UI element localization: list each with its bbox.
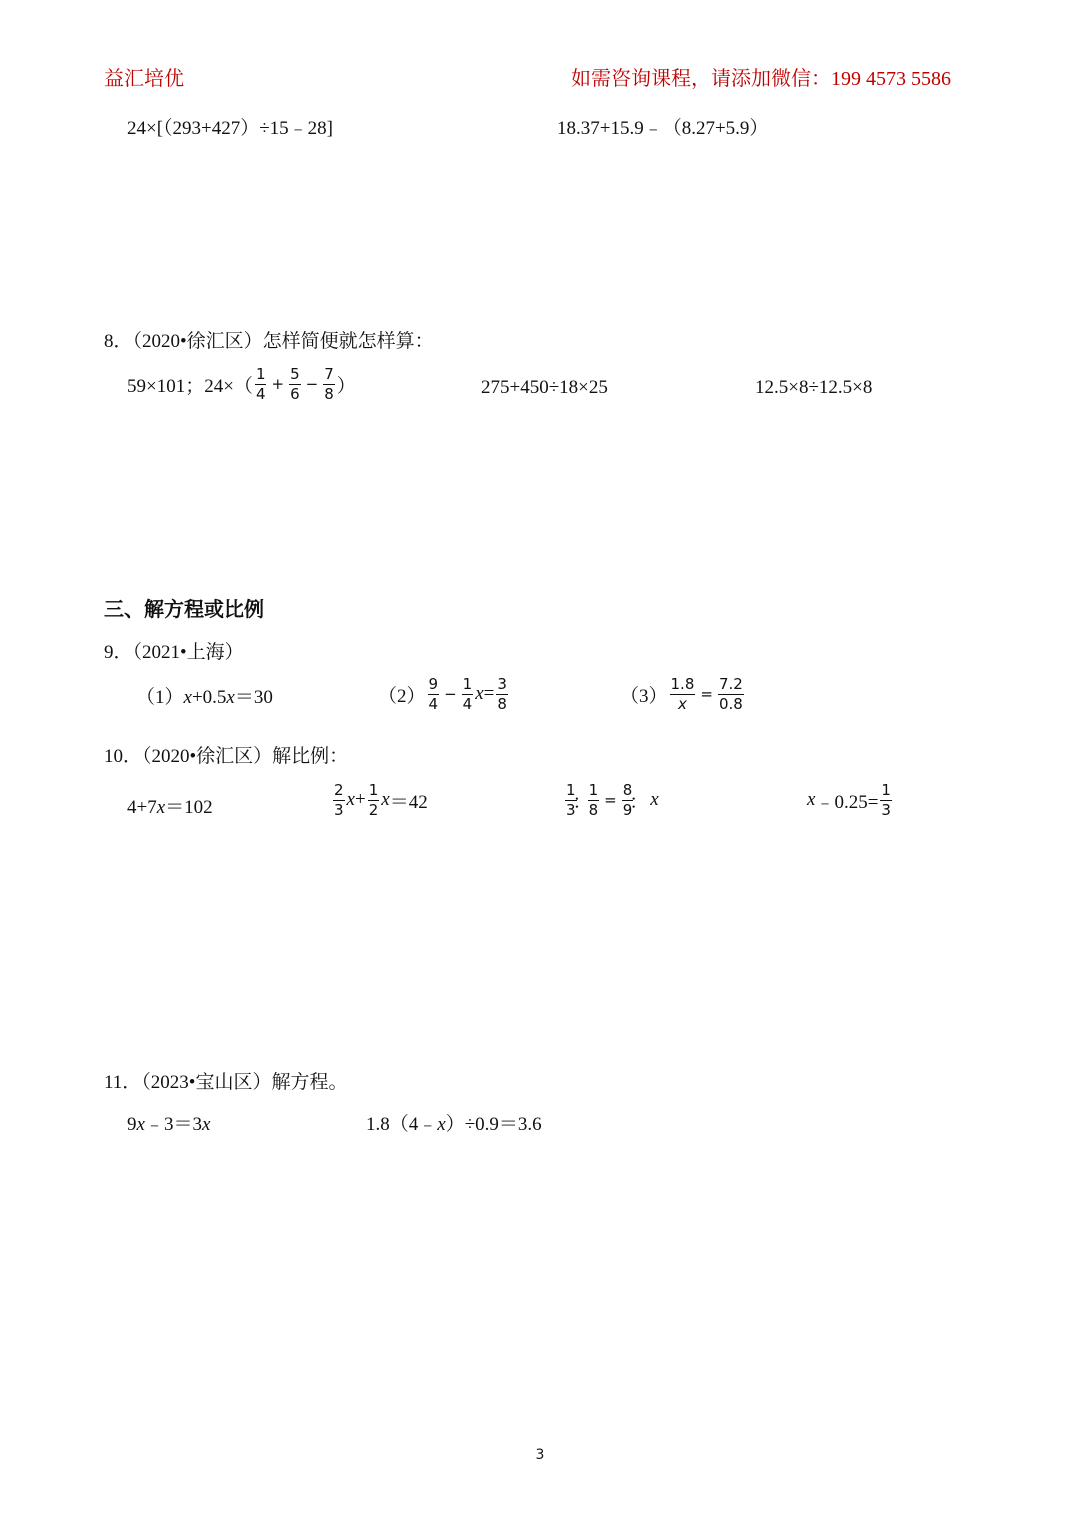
page-number: 3 bbox=[535, 1447, 545, 1463]
fraction: $\frac{1}{2}$ bbox=[368, 781, 379, 819]
fraction: $\frac{5}{6}$ bbox=[290, 365, 300, 403]
close-paren: ） bbox=[336, 375, 356, 397]
fraction: $\frac{7}{8}$ bbox=[324, 365, 334, 403]
q8-expr-a-text: 59×101；24×（ bbox=[127, 375, 253, 397]
expr-top-2: 18.37+15.9﹣（8.27+5.9） bbox=[557, 118, 769, 139]
q9-part3: （3） $\frac{1.8}{x}$ = $\frac{7.2}{0.8}$ bbox=[620, 675, 743, 713]
expr-top-1: 24×[（293+427）÷15﹣28] bbox=[127, 118, 334, 139]
q8-title: 8．（2020•徐汇区）怎样简便就怎样算： bbox=[104, 331, 434, 352]
header-brand: 益汇培优 bbox=[104, 68, 184, 90]
fraction: $\frac{9}{4}$ bbox=[428, 675, 439, 713]
q10-eq1: 4+7x＝102 bbox=[127, 797, 213, 818]
fraction: $\frac{2}{3}$ bbox=[334, 781, 344, 819]
fraction: $\frac{1.8}{x}$ bbox=[670, 675, 695, 713]
q8-expr-c: 12.5×8÷12.5×8 bbox=[755, 377, 873, 398]
q11-eq1: 9x﹣3＝3x bbox=[127, 1114, 211, 1135]
fraction: $\frac{7.2}{0.8}$ bbox=[718, 675, 743, 713]
fraction: $\frac{1}{4}$ bbox=[462, 675, 473, 713]
header-contact: 如需咨询课程，请添加微信：199 4573 5586 bbox=[571, 68, 951, 90]
q9-part1: （1）x+0.5x＝30 bbox=[136, 687, 273, 708]
q10-eq2: $\frac{2}{3}$ x + $\frac{1}{2}$ x ＝42 bbox=[334, 781, 428, 819]
q8-expr-b: 275+450÷18×25 bbox=[481, 377, 608, 398]
fraction: $\frac{3}{8}$ bbox=[497, 675, 507, 713]
q10-title: 10．（2020•徐汇区）解比例： bbox=[104, 746, 349, 767]
fraction: $\frac{1}{3}$ bbox=[881, 781, 891, 819]
q8-expr-a bbox=[127, 366, 356, 402]
fraction: $\frac{1}{3}$ bbox=[566, 781, 576, 819]
fraction: $\frac{1}{8}$ bbox=[588, 781, 599, 819]
q9-title: 9．（2021•上海） bbox=[104, 642, 244, 663]
fraction: $\frac{8}{9}$ bbox=[622, 781, 633, 819]
section-title: 三、解方程或比例 bbox=[104, 599, 264, 621]
operator: − bbox=[305, 375, 319, 393]
operator: + bbox=[271, 375, 285, 393]
q11-eq2: 1.8（4﹣x）÷0.9＝3.6 bbox=[366, 1114, 542, 1135]
q9-part2: （2） $\frac{9}{4}$ − $\frac{1}{4}$ x = $\frac{3}{8}$ bbox=[378, 675, 507, 713]
q10-eq4: x ﹣0.25= $\frac{1}{3}$ bbox=[807, 781, 891, 819]
q10-eq3: $\frac{1}{3}$ ： $\frac{1}{8}$ = $\frac{8}{9}$ ： x bbox=[566, 781, 659, 819]
fraction: $\frac{1}{4}$ bbox=[255, 365, 266, 403]
q11-title: 11．（2023•宝山区）解方程。 bbox=[104, 1072, 348, 1093]
